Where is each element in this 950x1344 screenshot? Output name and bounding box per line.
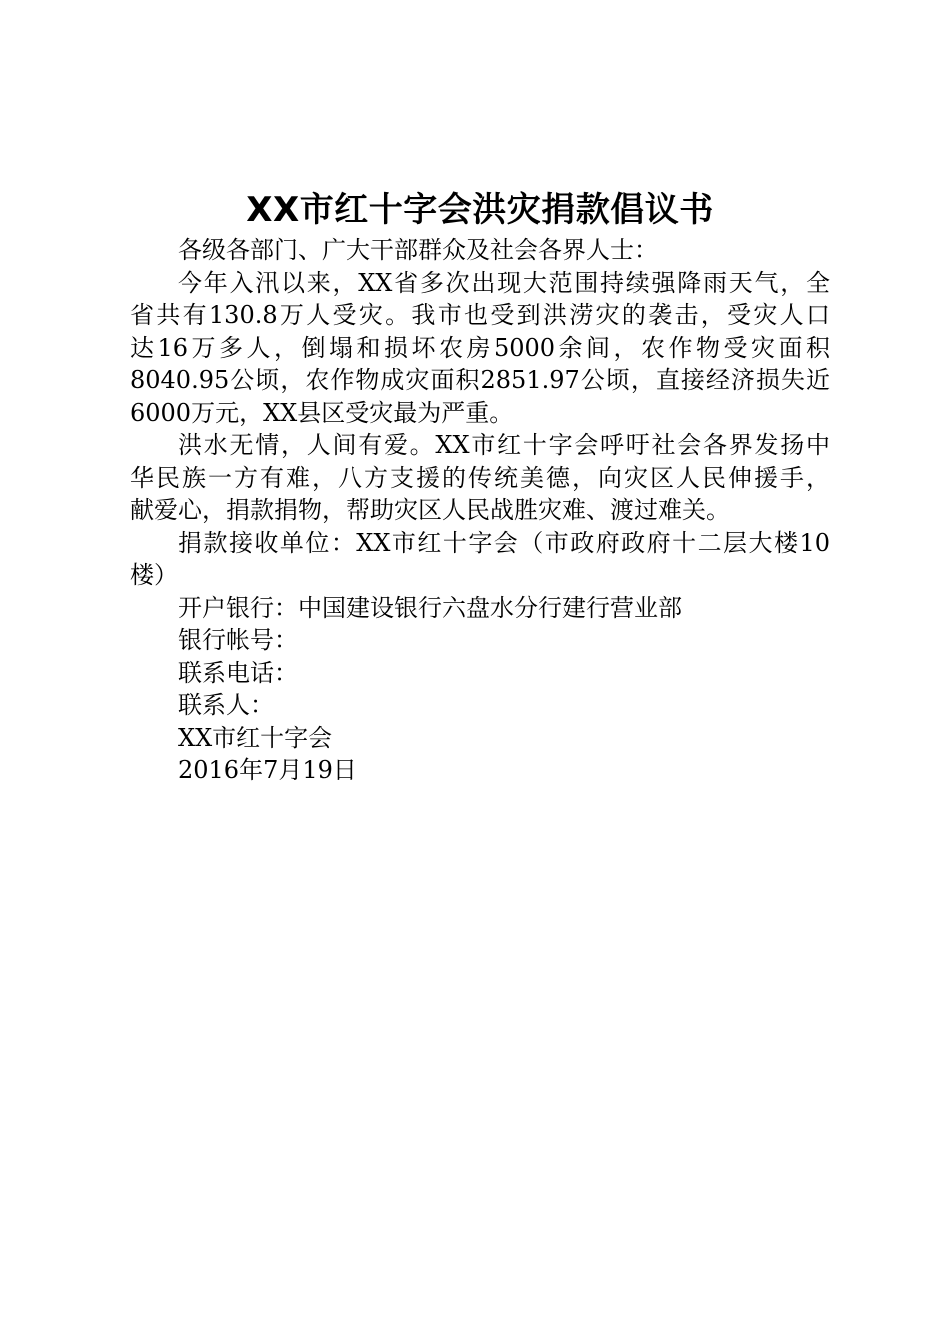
paragraph-2-line-1: 洪水无情，人间有爱。XX市红十字会呼吁社会各界发扬中	[178, 431, 830, 459]
document-title: XX市红十字会洪灾捐款倡议书	[246, 190, 714, 230]
paragraph-1-line-1: 今年入汛以来，XX省多次出现大范围持续强降雨天气，全	[178, 268, 830, 297]
paragraph-2-line-3: 献爱心，捐款捐物，帮助灾区人民战胜灾难、渡过难关。	[130, 496, 730, 524]
recipient-line-1: 捐款接收单位：XX市红十字会（市政府政府十二层大楼10	[178, 528, 830, 557]
paragraph-1-line-5: 6000万元，XX县区受灾最为严重。	[130, 398, 514, 427]
signature-line: XX市红十字会	[178, 723, 333, 752]
account-line: 银行帐号：	[178, 626, 298, 654]
salutation-line: 各级各部门、广大干部群众及社会各界人士：	[178, 236, 658, 264]
paragraph-1-line-4: 8040.95公顷，农作物成灾面积2851.97公顷，直接经济损失近	[130, 366, 830, 394]
document-page	[130, 186, 830, 787]
bank-line: 开户银行：中国建设银行六盘水分行建行营业部	[178, 593, 682, 622]
contact-line: 联系人：	[178, 691, 274, 719]
phone-line: 联系电话：	[178, 658, 298, 687]
date-line: 2016年7月19日	[178, 756, 357, 784]
recipient-line-2: 楼）	[130, 561, 178, 589]
paragraph-1-line-3: 达16万多人，倒塌和损坏农房5000余间，农作物受灾面积	[130, 333, 830, 362]
paragraph-2-line-2: 华民族一方有难，八方支援的传统美德，向灾区人民伸援手，	[130, 463, 830, 492]
paragraph-1-line-2: 省共有130.8万人受灾。我市也受到洪涝灾的袭击，受灾人口	[130, 301, 830, 329]
